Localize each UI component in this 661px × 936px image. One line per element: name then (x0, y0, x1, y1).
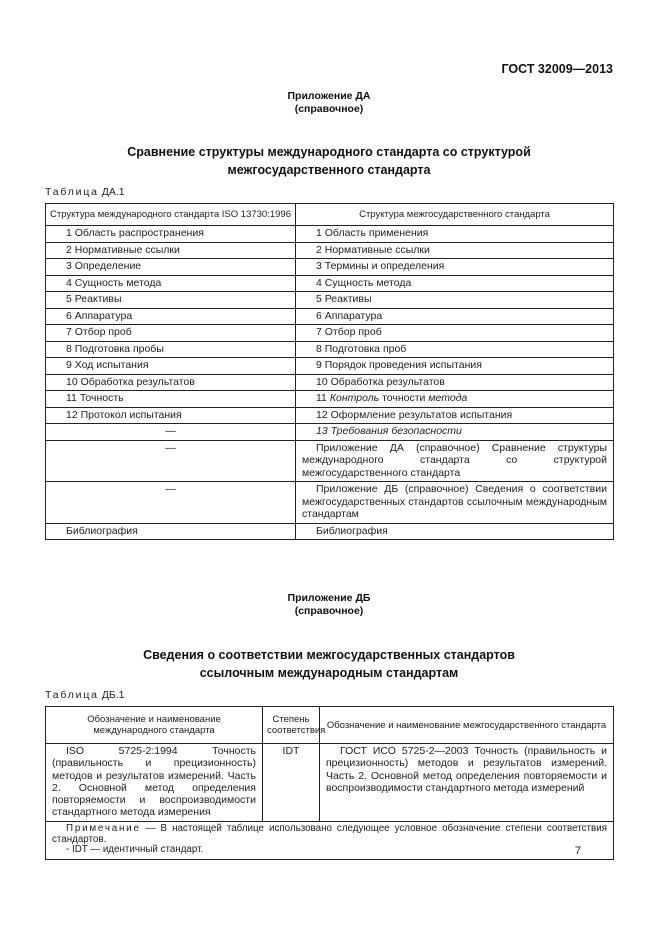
table-da-caption (45, 186, 613, 199)
text-segment: 11 (316, 392, 330, 404)
table-row (46, 482, 614, 524)
page-content (0, 90, 661, 860)
table-row (46, 242, 614, 259)
intl-cell: 3 Определение (46, 259, 296, 276)
domestic-cell: 5 Реактивы (296, 292, 614, 309)
domestic-cell: 8 Подготовка проб (296, 341, 614, 358)
note-text (52, 824, 607, 846)
intl-cell-dash: — (46, 482, 296, 524)
table-row (46, 358, 614, 375)
intl-cell: 5 Реактивы (46, 292, 296, 309)
domestic-cell: Приложение ДА (справочное) Сравнение структуры международного стандарта со структурой межгосударственного стандарта (296, 440, 614, 482)
appendix-db-type: (справочное) (294, 605, 364, 617)
intl-cell: 9 Ход испытания (46, 358, 296, 375)
appendix-da-label: Приложение ДА (287, 90, 371, 102)
table-db-col-header-domestic: Обозначение и наименование межгосударственного стандарта (320, 707, 614, 744)
intl-cell: Библиография (46, 523, 296, 540)
table-da-col-header-domestic: Структура межгосударственного стандарта (296, 204, 614, 226)
table-row (46, 308, 614, 325)
appendix-da-type: (справочное) (294, 103, 364, 115)
note-cell (46, 821, 614, 859)
domestic-cell: 1 Область применения (296, 226, 614, 243)
table-row (46, 407, 614, 424)
table-db-col-header-degree: Степень соответствия (263, 707, 320, 744)
domestic-cell: 9 Порядок проведения испытания (296, 358, 614, 375)
degree-cell: IDT (263, 744, 320, 822)
appendix-db-label: Приложение ДБ (287, 592, 371, 604)
table-row (46, 440, 614, 482)
table-da-header-row (46, 204, 614, 226)
domestic-cell: 3 Термины и определения (296, 259, 614, 276)
table-note-row (46, 821, 614, 859)
table-row (46, 523, 614, 540)
appendix-db-title-line1: Сведения о соответствии межгосударственных стандартов (143, 648, 515, 662)
table-row (46, 259, 614, 276)
domestic-cell: 10 Обработка результатов (296, 374, 614, 391)
intl-standard-cell: ISO 5725-2:1994 Точность (правильность и прецизионность) методов и результатов измерений. Часть 2. Основной метод определения повторяемости и воспроизводимости стандартного метода измерения (46, 744, 263, 822)
doc-code: ГОСТ 32009—2013 (501, 62, 613, 76)
intl-cell-dash: — (46, 440, 296, 482)
table-da (45, 203, 614, 540)
table-db-caption-number: ДБ.1 (101, 689, 125, 701)
intl-cell: 8 Подготовка пробы (46, 341, 296, 358)
intl-cell: 6 Аппаратура (46, 308, 296, 325)
table-row (46, 424, 614, 441)
note-body: — В настоящей таблице использовано следующее условное обозначение степени соответствия стандартов. (52, 822, 607, 845)
domestic-cell: 13 Требования безопасности (296, 424, 614, 441)
domestic-cell: 2 Нормативные ссылки (296, 242, 614, 259)
appendix-db-title (45, 646, 613, 682)
intl-cell: 10 Обработка результатов (46, 374, 296, 391)
table-row (46, 275, 614, 292)
table-da-caption-number: ДА.1 (101, 186, 125, 198)
domestic-cell: 6 Аппаратура (296, 308, 614, 325)
table-row (46, 391, 614, 408)
page-number: 7 (574, 845, 581, 857)
text-segment-italic: метода (428, 392, 468, 404)
intl-cell-dash: — (46, 424, 296, 441)
table-db (45, 706, 614, 860)
appendix-db-title-line2: ссылочным международным стандартам (199, 666, 459, 680)
table-db-col-header-intl: Обозначение и наименование международного стандарта (46, 707, 263, 744)
table-row (46, 374, 614, 391)
appendix-da-title-line1: Сравнение структуры международного стандарта со структурой (127, 145, 531, 159)
text-segment-italic: Контроль (329, 392, 380, 404)
note-item: - IDT — идентичный стандарт. (66, 844, 204, 856)
table-row (46, 744, 614, 822)
table-row (46, 341, 614, 358)
domestic-cell: 7 Отбор проб (296, 325, 614, 342)
domestic-cell: 12 Оформление результатов испытания (296, 407, 614, 424)
appendix-da-title-line2: межгосударственного стандарта (227, 163, 431, 177)
domestic-cell: 4 Сущность метода (296, 275, 614, 292)
appendix-da-title (45, 143, 613, 179)
appendix-da-heading (45, 90, 613, 116)
table-db-header-row (46, 707, 614, 744)
table-row (46, 325, 614, 342)
domestic-standard-cell: ГОСТ ИСО 5725-2—2003 Точность (правильность и прецизионность) методов и результатов измерений. Часть 2. Основной метод определения повторяемости и воспроизводимости стандартного метода измерений (320, 744, 614, 822)
domestic-cell: Приложение ДБ (справочное) Сведения о соответствии межгосударственных стандартов ссылочным международным стандартам (296, 482, 614, 524)
intl-cell: 4 Сущность метода (46, 275, 296, 292)
intl-cell: 2 Нормативные ссылки (46, 242, 296, 259)
table-row (46, 292, 614, 309)
table-row (46, 226, 614, 243)
intl-cell: 7 Отбор проб (46, 325, 296, 342)
domestic-cell (296, 391, 614, 408)
appendix-db-heading (45, 592, 613, 618)
text-segment: точности (379, 392, 429, 404)
domestic-cell: Библиография (296, 523, 614, 540)
intl-cell: 1 Область распространения (46, 226, 296, 243)
note-word: Примечание (66, 822, 141, 834)
intl-cell: 11 Точность (46, 391, 296, 408)
table-da-col-header-intl: Структура международного стандарта ISO 13730:1996 (46, 204, 296, 226)
table-da-caption-word: Таблица (45, 186, 99, 198)
intl-cell: 12 Протокол испытания (46, 407, 296, 424)
table-db-caption (45, 689, 613, 702)
table-db-caption-word: Таблица (45, 689, 99, 701)
